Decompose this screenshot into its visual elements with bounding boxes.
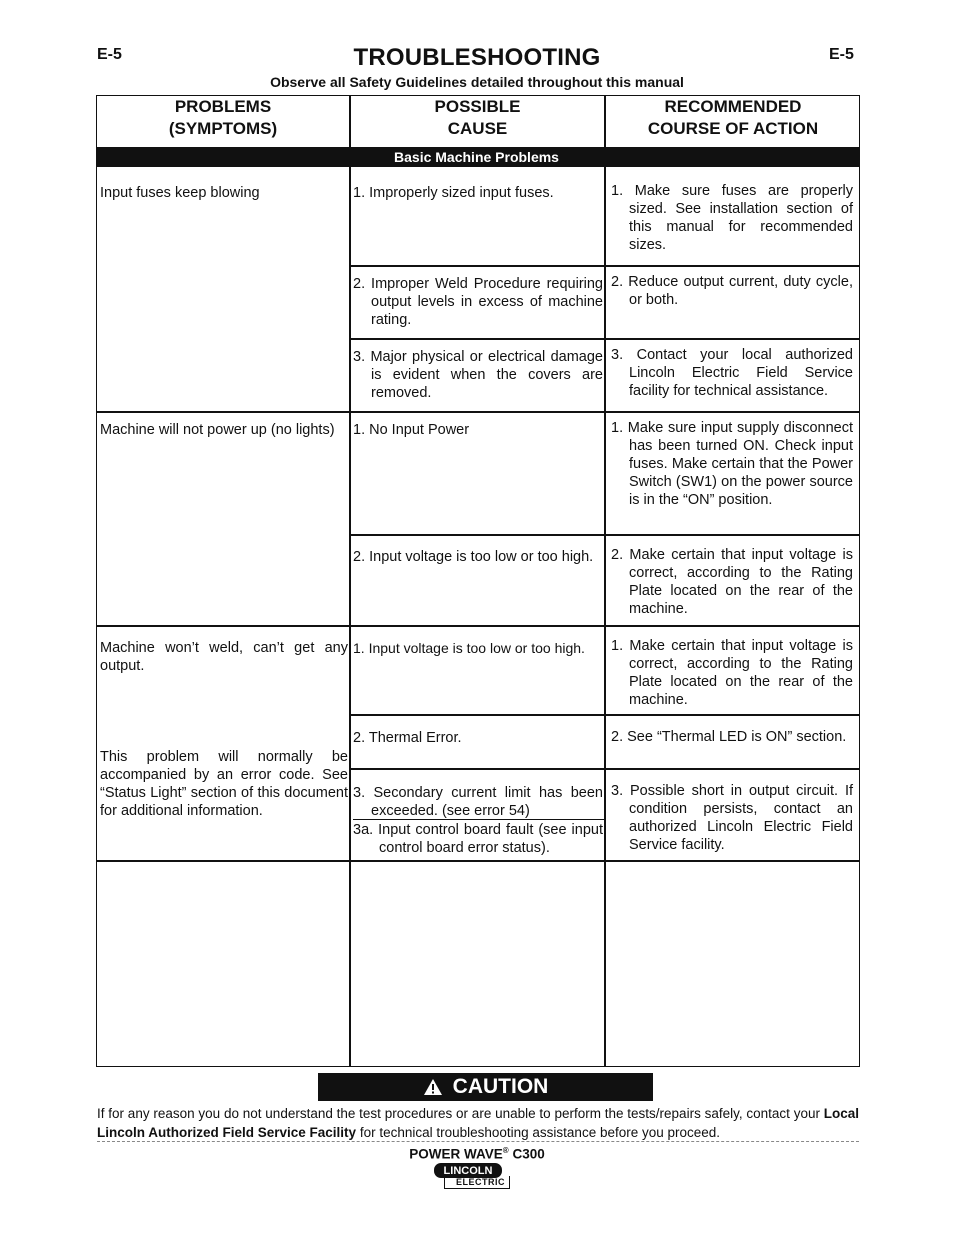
row-divider — [351, 265, 604, 267]
cause-item: 1. Improperly sized input fuses. — [353, 185, 554, 201]
cause-item: 3. Major physical or electrical damage is evident when the covers are removed. — [353, 349, 603, 401]
page-code-right: E-5 — [829, 46, 854, 63]
caution-text: If for any reason you do not understand the test procedures or are unable to perform the tests/repairs safely, contact your Local Lincoln Authorized Field Service Facility for technical troubleshooting assistance before you proceed. — [97, 1106, 859, 1140]
row-divider — [351, 534, 604, 536]
page-title: TROUBLESHOOTING — [353, 44, 601, 71]
logo-lincoln-text: LINCOLN — [434, 1163, 502, 1178]
cause-item: 3a. Input control board fault (see input control board error status). — [353, 822, 603, 856]
row-divider — [351, 714, 604, 716]
symptom-no-power: Machine will not power up (no lights) — [100, 422, 335, 438]
action-item: 2. Make certain that input voltage is correct, according to the Rating Plate located on the rear of the machine. — [611, 547, 853, 617]
header-action: RECOMMENDED COURSE OF ACTION — [647, 97, 819, 138]
caution-banner — [318, 1073, 653, 1101]
row-divider — [606, 534, 860, 536]
action-item: 1. Make certain that input voltage is correct, according to the Rating Plate located on the rear of the machine. — [611, 638, 853, 708]
cause-item: 3. Secondary current limit has been exceeded. (see error 54) — [353, 785, 603, 819]
row-divider — [97, 625, 860, 627]
row-divider — [351, 338, 604, 340]
row-divider — [97, 411, 860, 413]
safety-note: Observe all Safety Guidelines detailed throughout this manual — [270, 74, 684, 90]
section-label: Basic Machine Problems — [394, 149, 559, 165]
cause-item: 2. Input voltage is too low or too high. — [353, 549, 594, 565]
header-cause: POSSIBLE CAUSE — [434, 97, 521, 138]
action-item: 1. Make sure fuses are properly sized. See installation section of this manual for recommended sizes. — [611, 183, 853, 253]
row-divider — [606, 338, 860, 340]
symptom-input-fuses: Input fuses keep blowing — [100, 185, 260, 201]
cause-item: 2. Thermal Error. — [353, 730, 462, 746]
column-divider — [349, 96, 351, 1066]
row-divider — [97, 860, 860, 862]
dashed-divider — [97, 1141, 859, 1142]
row-divider — [606, 768, 860, 770]
action-item: 1. Make sure input supply disconnect has been turned ON. Check input fuses. Make certain that the Power Switch (SW1) on the power source is in the “ON” position. — [611, 420, 853, 508]
cause-item: 2. Improper Weld Procedure requiring output levels in excess of machine rating. — [353, 276, 603, 328]
column-divider — [604, 96, 606, 1066]
page-code-left: E-5 — [97, 46, 122, 63]
header-problems: PROBLEMS (SYMPTOMS) — [168, 97, 278, 138]
symptom-note: This problem will normally be accompanied by an error code. See “Status Light” section of this document for additional information. — [100, 749, 348, 819]
caution-label: CAUTION — [452, 1075, 549, 1098]
warning-triangle-icon — [423, 1078, 443, 1096]
symptom-no-output: Machine won’t weld, can’t get any output. — [100, 640, 348, 674]
troubleshooting-table — [96, 95, 860, 1067]
row-divider — [351, 768, 604, 770]
product-name: POWER WAVE® C300 — [409, 1146, 545, 1162]
action-item: 3. Possible short in output circuit. If condition persists, contact an authorized Lincoln Electric Field Service facility. — [611, 783, 853, 853]
row-divider — [606, 265, 860, 267]
lincoln-electric-logo — [434, 1163, 512, 1191]
action-item: 3. Contact your local authorized Lincoln Electric Field Service facility for technical assistance. — [611, 347, 853, 399]
cause-item: 1. Input voltage is too low or too high. — [353, 640, 585, 656]
row-divider — [606, 714, 860, 716]
action-item: 2. Reduce output current, duty cycle, or both. — [611, 274, 853, 308]
action-item: 2. See “Thermal LED is ON” section. — [611, 729, 847, 745]
section-band — [96, 147, 860, 167]
logo-electric-text: ELECTRIC — [444, 1176, 510, 1189]
cause-item: 1. No Input Power — [353, 422, 470, 438]
